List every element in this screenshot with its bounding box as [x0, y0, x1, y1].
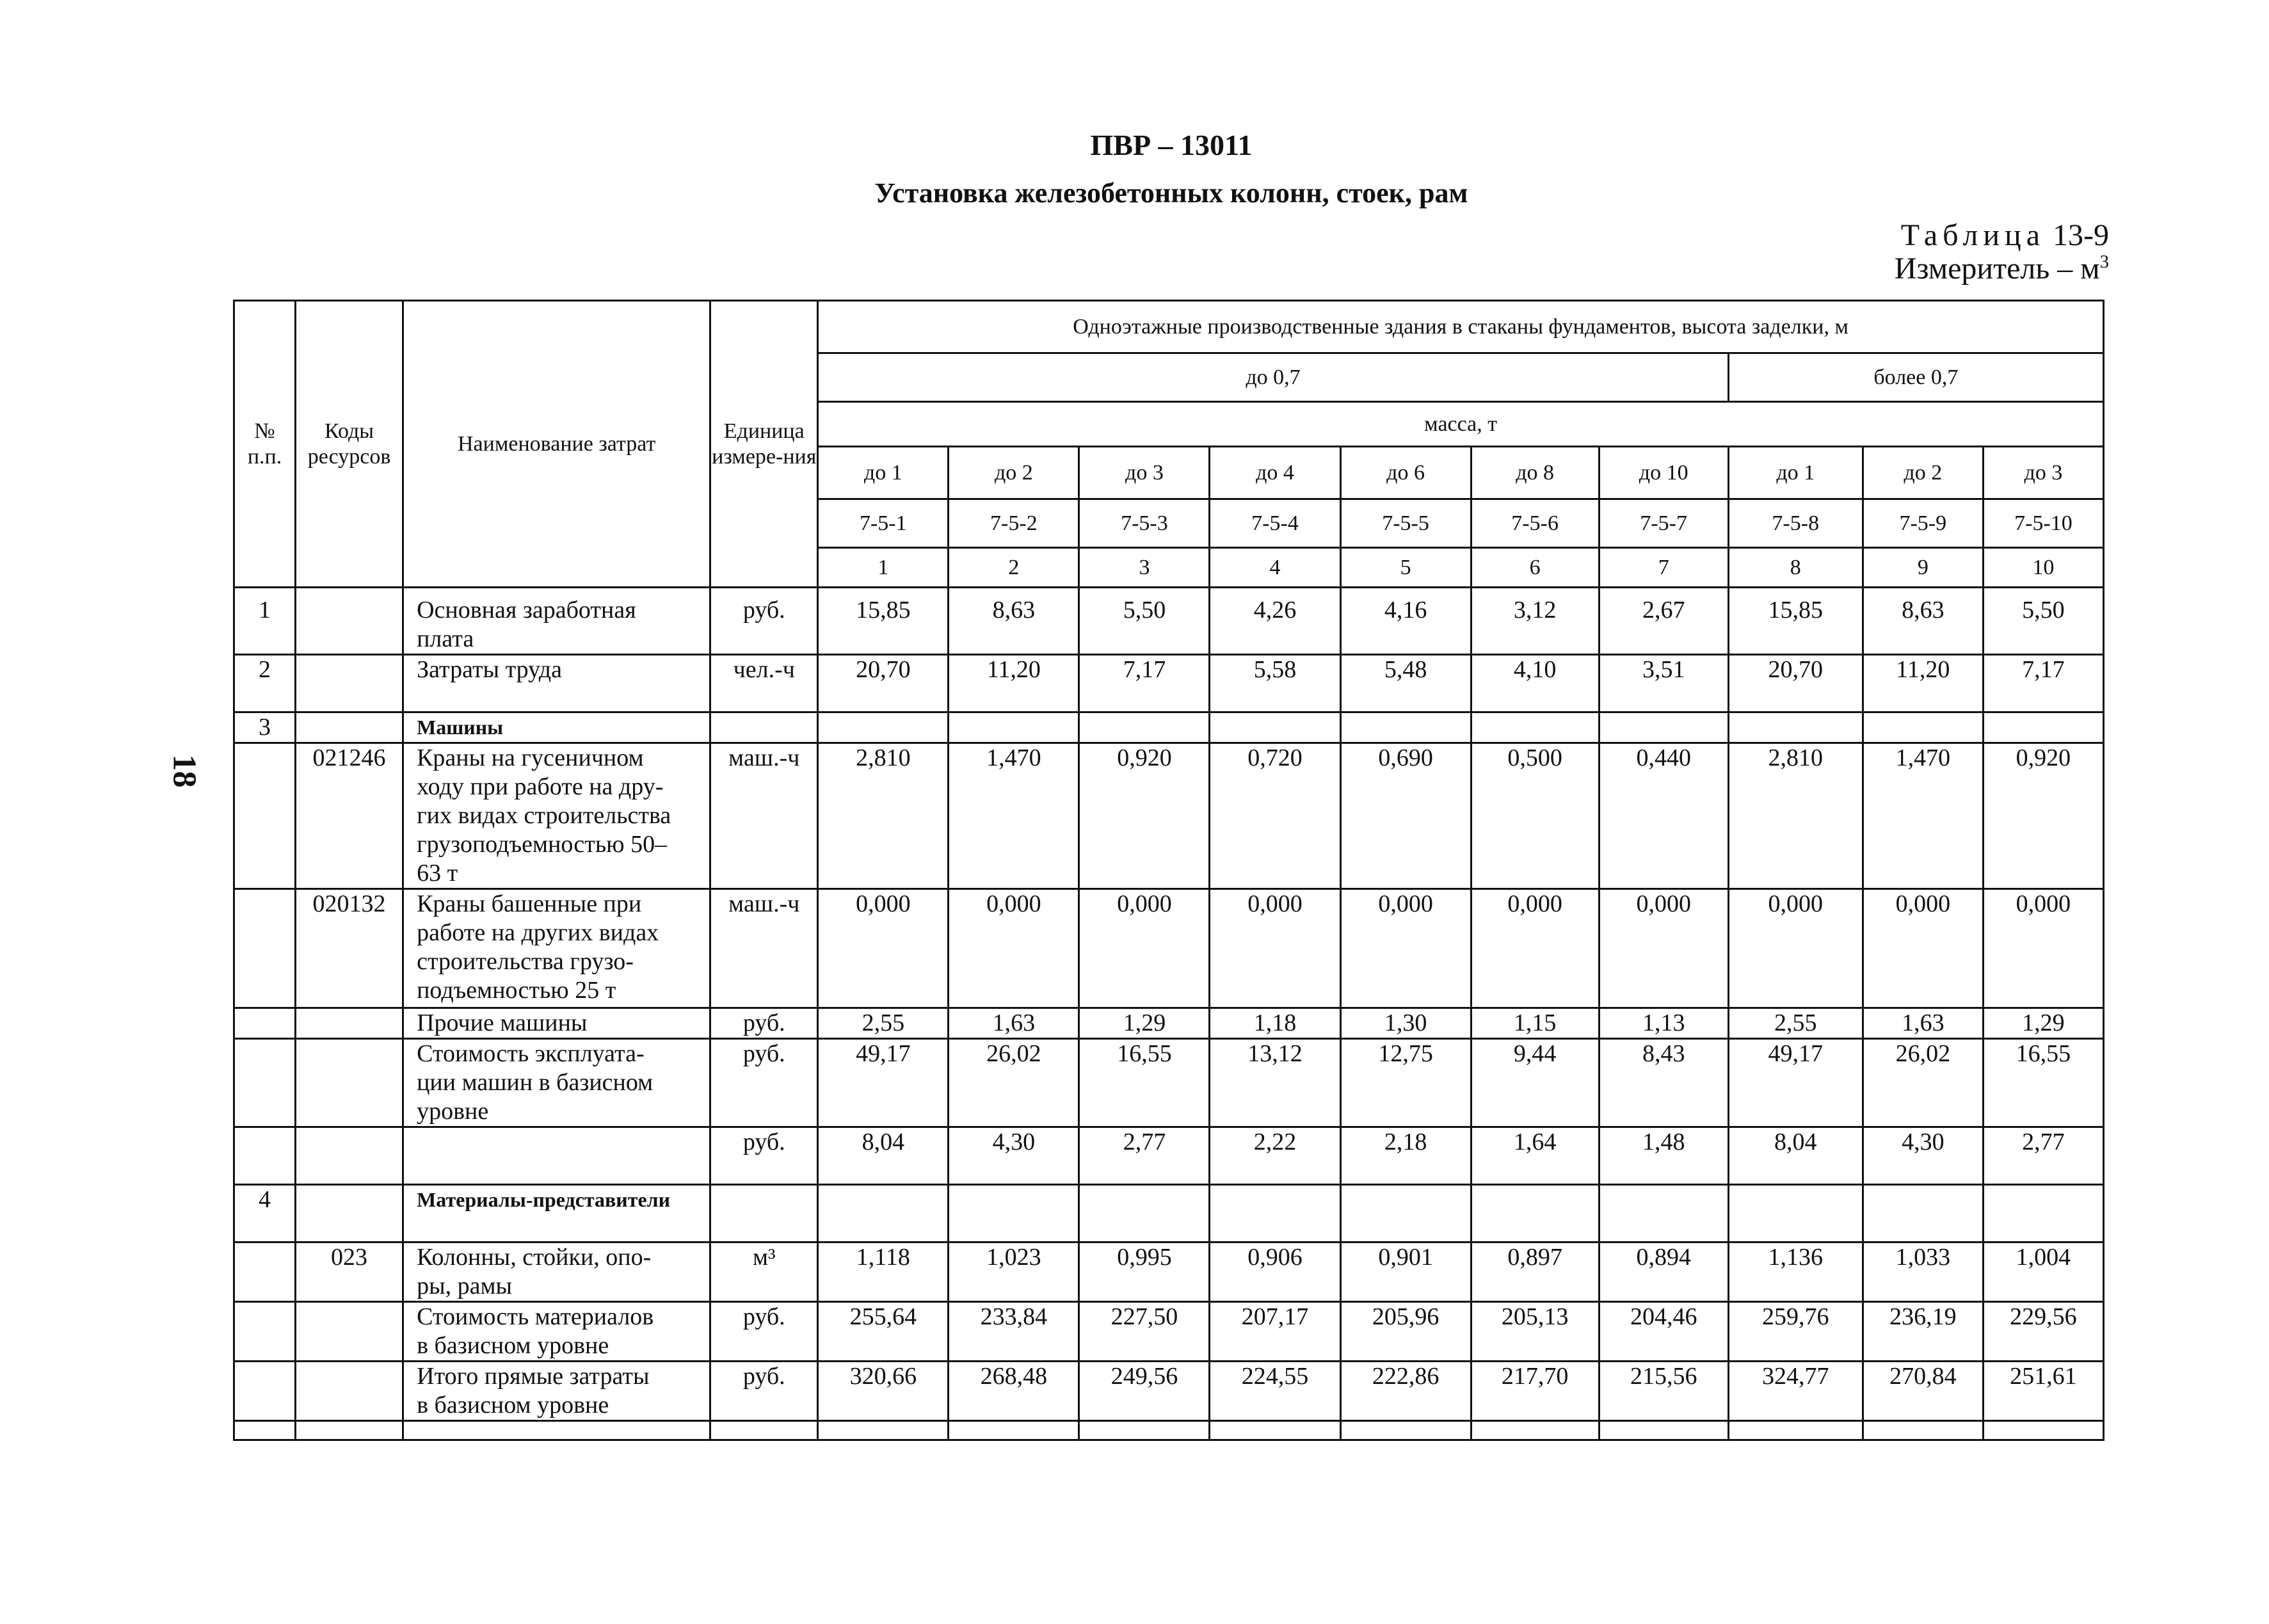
header-code-col-9: 7-5-9 [1863, 499, 1983, 548]
value-cell: 1,63 [949, 1008, 1079, 1039]
cost-name-line: Затраты труда [417, 656, 562, 683]
value-cell: 8,63 [1863, 588, 1983, 655]
filler-cell [949, 1421, 1079, 1440]
value-cell: 2,55 [818, 1008, 949, 1039]
value-cell: 1,470 [1863, 743, 1983, 889]
table-row [234, 1008, 2104, 1039]
value-cell: 11,20 [1863, 655, 1983, 712]
value-cell: 268,48 [949, 1362, 1079, 1421]
value-cell [1471, 1185, 1599, 1242]
unit-cell [710, 712, 818, 743]
value-cell: 0,720 [1210, 743, 1340, 889]
table-row [234, 1039, 2104, 1127]
filler-cell [1340, 1421, 1471, 1440]
table-label-word: Таблица [1900, 218, 2046, 252]
filler-cell [1210, 1421, 1340, 1440]
row-number: 1 [234, 588, 296, 655]
header-sub2: более 0,7 [1728, 353, 2103, 402]
header-index-col-8: 8 [1728, 548, 1863, 588]
value-cell: 324,77 [1728, 1362, 1863, 1421]
cost-name-line: уровне [417, 1098, 489, 1125]
value-cell [1983, 1185, 2103, 1242]
value-cell [1599, 1185, 1728, 1242]
value-cell: 1,48 [1599, 1127, 1728, 1185]
value-cell: 2,22 [1210, 1127, 1340, 1185]
header-index-col-4: 4 [1210, 548, 1340, 588]
value-cell: 4,30 [949, 1127, 1079, 1185]
value-cell: 205,96 [1340, 1302, 1471, 1362]
header-index-col-1: 1 [818, 548, 949, 588]
value-cell: 2,55 [1728, 1008, 1863, 1039]
cost-name [403, 1008, 710, 1039]
value-cell [1210, 712, 1340, 743]
row-number [234, 1008, 296, 1039]
value-cell: 0,920 [1079, 743, 1210, 889]
value-cell: 0,690 [1340, 743, 1471, 889]
header-num: № п.п. [234, 301, 296, 588]
value-cell: 1,136 [1728, 1242, 1863, 1302]
filler-cell [1471, 1421, 1599, 1440]
value-cell: 1,30 [1340, 1008, 1471, 1039]
header-mass-col-9: до 2 [1863, 447, 1983, 499]
cost-name [403, 743, 710, 889]
value-cell: 5,48 [1340, 655, 1471, 712]
value-cell: 0,000 [1210, 889, 1340, 1008]
table-row [234, 588, 2104, 655]
header-unit: Единица измере-ния [710, 301, 818, 588]
value-cell: 0,901 [1340, 1242, 1471, 1302]
row-number [234, 743, 296, 889]
cost-name [403, 1362, 710, 1421]
row-number: 2 [234, 655, 296, 712]
value-cell: 1,033 [1863, 1242, 1983, 1302]
header-code-col-8: 7-5-8 [1728, 499, 1863, 548]
value-cell: 9,44 [1471, 1039, 1599, 1127]
header-index-col-2: 2 [949, 548, 1079, 588]
value-cell: 1,29 [1983, 1008, 2103, 1039]
value-cell: 11,20 [949, 655, 1079, 712]
value-cell: 0,500 [1471, 743, 1599, 889]
header-mass-col-6: до 8 [1471, 447, 1599, 499]
table-row [234, 1127, 2104, 1185]
filler-cell [1983, 1421, 2103, 1440]
value-cell: 1,29 [1079, 1008, 1210, 1039]
value-cell: 26,02 [949, 1039, 1079, 1127]
value-cell: 259,76 [1728, 1302, 1863, 1362]
cost-name-line: работе на других видах [417, 919, 659, 946]
resource-code [296, 1185, 403, 1242]
header-mass-col-5: до 6 [1340, 447, 1471, 499]
value-cell: 0,000 [818, 889, 949, 1008]
value-cell: 15,85 [818, 588, 949, 655]
value-cell: 2,77 [1079, 1127, 1210, 1185]
value-cell: 0,000 [1728, 889, 1863, 1008]
value-cell [1728, 712, 1863, 743]
header-mass-col-7: до 10 [1599, 447, 1728, 499]
header-mass-col-8: до 1 [1728, 447, 1863, 499]
value-cell: 2,810 [818, 743, 949, 889]
resource-code [296, 588, 403, 655]
value-cell [1599, 712, 1728, 743]
value-cell [1340, 1185, 1471, 1242]
cost-name [403, 712, 710, 743]
resource-code [296, 712, 403, 743]
value-cell: 0,000 [1983, 889, 2103, 1008]
table-row [234, 889, 2104, 1008]
value-cell: 7,17 [1983, 655, 2103, 712]
value-cell: 1,118 [818, 1242, 949, 1302]
document-code: ПВР – 13011 [1090, 129, 1253, 161]
header-index-col-5: 5 [1340, 548, 1471, 588]
table-row [234, 1362, 2104, 1421]
value-cell: 320,66 [818, 1362, 949, 1421]
header-mass-col-4: до 4 [1210, 447, 1340, 499]
table-row [234, 743, 2104, 889]
value-cell: 8,43 [1599, 1039, 1728, 1127]
value-cell: 1,63 [1863, 1008, 1983, 1039]
measure-label: Измеритель – м [1894, 252, 2100, 285]
page-number: 18 [166, 754, 203, 788]
header-code-col-3: 7-5-3 [1079, 499, 1210, 548]
value-cell: 0,906 [1210, 1242, 1340, 1302]
cost-name-line: ры, рамы [417, 1273, 513, 1299]
value-cell: 229,56 [1983, 1302, 2103, 1362]
value-cell: 3,12 [1471, 588, 1599, 655]
value-cell: 217,70 [1471, 1362, 1599, 1421]
value-cell [1079, 712, 1210, 743]
value-cell: 1,18 [1210, 1008, 1340, 1039]
cost-name-line: строительства грузо- [417, 948, 634, 975]
row-number [234, 1039, 296, 1127]
header-group: Одноэтажные производственные здания в стаканы фундаментов, высота заделки, м [818, 301, 2104, 353]
value-cell: 2,18 [1340, 1127, 1471, 1185]
table-number: 13-9 [2053, 218, 2109, 252]
value-cell: 215,56 [1599, 1362, 1728, 1421]
value-cell: 4,10 [1471, 655, 1599, 712]
value-cell: 0,995 [1079, 1242, 1210, 1302]
cost-name-line: Основная заработная [417, 597, 636, 623]
value-cell: 251,61 [1983, 1362, 2103, 1421]
value-cell [949, 712, 1079, 743]
value-cell: 5,50 [1079, 588, 1210, 655]
value-cell: 12,75 [1340, 1039, 1471, 1127]
value-cell [1863, 712, 1983, 743]
value-cell: 222,86 [1340, 1362, 1471, 1421]
cost-name-line: в базисном уровне [417, 1392, 609, 1419]
cost-name [403, 1185, 710, 1242]
row-number [234, 1302, 296, 1362]
header-code-col-1: 7-5-1 [818, 499, 949, 548]
value-cell: 4,26 [1210, 588, 1340, 655]
value-cell: 1,64 [1471, 1127, 1599, 1185]
value-cell: 4,30 [1863, 1127, 1983, 1185]
value-cell: 20,70 [1728, 655, 1863, 712]
unit-cell: маш.-ч [710, 889, 818, 1008]
cost-name-line: Краны на гусеничном [417, 744, 644, 771]
resource-code [296, 1127, 403, 1185]
filler-cell [1079, 1421, 1210, 1440]
header-mass-col-3: до 3 [1079, 447, 1210, 499]
resource-code: 023 [296, 1242, 403, 1302]
value-cell [1863, 1185, 1983, 1242]
header-code-col-4: 7-5-4 [1210, 499, 1340, 548]
row-number: 4 [234, 1185, 296, 1242]
value-cell: 1,13 [1599, 1008, 1728, 1039]
value-cell: 1,004 [1983, 1242, 2103, 1302]
filler-cell [234, 1421, 296, 1440]
resource-code [296, 1008, 403, 1039]
cost-name-line: грузоподъемностью 50– [417, 831, 668, 858]
value-cell: 0,000 [1863, 889, 1983, 1008]
header-sub1: до 0,7 [818, 353, 1728, 402]
cost-name-line: Материалы-представители [417, 1188, 671, 1211]
cost-name [403, 1127, 710, 1185]
value-cell [1079, 1185, 1210, 1242]
value-cell: 8,63 [949, 588, 1079, 655]
filler-cell [1728, 1421, 1863, 1440]
filler-cell [818, 1421, 949, 1440]
table-bottom-filler [234, 1421, 2104, 1440]
document-title: Установка железобетонных колонн, стоек, рам [874, 177, 1468, 209]
value-cell: 204,46 [1599, 1302, 1728, 1362]
table-label [1901, 218, 2109, 253]
value-cell: 49,17 [1728, 1039, 1863, 1127]
value-cell: 7,17 [1079, 655, 1210, 712]
value-cell [1983, 712, 2103, 743]
value-cell: 26,02 [1863, 1039, 1983, 1127]
value-cell [1210, 1185, 1340, 1242]
header-name: Наименование затрат [403, 301, 710, 588]
header-code-col-7: 7-5-7 [1599, 499, 1728, 548]
table-row [234, 1302, 2104, 1362]
cost-name [403, 655, 710, 712]
value-cell: 13,12 [1210, 1039, 1340, 1127]
value-cell: 255,64 [818, 1302, 949, 1362]
unit-cell: чел.-ч [710, 655, 818, 712]
unit-cell: руб. [710, 588, 818, 655]
value-cell: 227,50 [1079, 1302, 1210, 1362]
filler-cell [1863, 1421, 1983, 1440]
value-cell: 8,04 [818, 1127, 949, 1185]
value-cell: 3,51 [1599, 655, 1728, 712]
cost-name [403, 1039, 710, 1127]
cost-name-line: подъемностью 25 т [417, 977, 616, 1004]
value-cell: 236,19 [1863, 1302, 1983, 1362]
cost-name-line: ходу при работе на дру- [417, 773, 664, 800]
unit-cell: м³ [710, 1242, 818, 1302]
value-cell [1471, 712, 1599, 743]
value-cell [1728, 1185, 1863, 1242]
value-cell: 49,17 [818, 1039, 949, 1127]
cost-name-line [417, 1128, 704, 1157]
header-mass: масса, т [818, 402, 2104, 447]
filler-cell [1599, 1421, 1728, 1440]
value-cell: 0,000 [1471, 889, 1599, 1008]
value-cell: 5,50 [1983, 588, 2103, 655]
cost-name-line: Стоимость материалов [417, 1303, 654, 1330]
measure-unit [1895, 251, 2109, 286]
value-cell: 0,894 [1599, 1242, 1728, 1302]
table-row [234, 1185, 2104, 1242]
cost-name-line: Прочие машины [417, 1009, 588, 1036]
cost-name [403, 1302, 710, 1362]
table-row [234, 655, 2104, 712]
value-cell: 270,84 [1863, 1362, 1983, 1421]
value-cell: 233,84 [949, 1302, 1079, 1362]
header-code-col-2: 7-5-2 [949, 499, 1079, 548]
value-cell [818, 1185, 949, 1242]
cost-name [403, 1242, 710, 1302]
table-row [234, 1242, 2104, 1302]
value-cell: 205,13 [1471, 1302, 1599, 1362]
resource-code: 021246 [296, 743, 403, 889]
filler-cell [710, 1421, 818, 1440]
value-cell: 0,000 [1599, 889, 1728, 1008]
cost-name-line: Стоимость эксплуата- [417, 1040, 645, 1067]
table-row [234, 712, 2104, 743]
value-cell: 1,15 [1471, 1008, 1599, 1039]
header-code-col-6: 7-5-6 [1471, 499, 1599, 548]
value-cell [949, 1185, 1079, 1242]
cost-name-line: 63 т [417, 860, 458, 887]
header-code-col-5: 7-5-5 [1340, 499, 1471, 548]
filler-cell [403, 1421, 710, 1440]
value-cell: 2,77 [1983, 1127, 2103, 1185]
cost-name-line: в базисном уровне [417, 1332, 609, 1359]
value-cell: 16,55 [1983, 1039, 2103, 1127]
unit-cell: маш.-ч [710, 743, 818, 889]
value-cell: 0,897 [1471, 1242, 1599, 1302]
value-cell: 224,55 [1210, 1362, 1340, 1421]
cost-name-line: плата [417, 625, 474, 652]
unit-cell: руб. [710, 1039, 818, 1127]
row-number [234, 889, 296, 1008]
value-cell: 1,470 [949, 743, 1079, 889]
value-cell: 249,56 [1079, 1362, 1210, 1421]
resource-code: 020132 [296, 889, 403, 1008]
value-cell: 16,55 [1079, 1039, 1210, 1127]
header-index-col-3: 3 [1079, 548, 1210, 588]
row-number [234, 1242, 296, 1302]
cost-name [403, 588, 710, 655]
resource-code [296, 1362, 403, 1421]
header-index-col-10: 10 [1983, 548, 2103, 588]
value-cell: 0,440 [1599, 743, 1728, 889]
value-cell: 207,17 [1210, 1302, 1340, 1362]
unit-cell: руб. [710, 1302, 818, 1362]
measure-sup: 3 [2099, 252, 2109, 272]
cost-name-line: Колонны, стойки, опо- [417, 1244, 652, 1271]
row-number: 3 [234, 712, 296, 743]
unit-cell [710, 1185, 818, 1242]
header-codes: Коды ресурсов [296, 301, 403, 588]
unit-cell: руб. [710, 1362, 818, 1421]
value-cell: 20,70 [818, 655, 949, 712]
value-cell: 2,810 [1728, 743, 1863, 889]
value-cell [818, 712, 949, 743]
value-cell: 15,85 [1728, 588, 1863, 655]
value-cell: 2,67 [1599, 588, 1728, 655]
value-cell [1340, 712, 1471, 743]
resource-code [296, 1302, 403, 1362]
value-cell: 0,000 [1079, 889, 1210, 1008]
cost-name-line: Краны башенные при [417, 890, 642, 917]
value-cell: 1,023 [949, 1242, 1079, 1302]
value-cell: 8,04 [1728, 1127, 1863, 1185]
cost-name-line: ции машин в базисном [417, 1069, 653, 1096]
value-cell: 4,16 [1340, 588, 1471, 655]
cost-name-line: Машины [417, 716, 504, 739]
filler-cell [296, 1421, 403, 1440]
header-index-col-6: 6 [1471, 548, 1599, 588]
norms-table [233, 300, 2105, 1441]
cost-name [403, 889, 710, 1008]
unit-cell: руб. [710, 1127, 818, 1185]
header-index-col-7: 7 [1599, 548, 1728, 588]
resource-code [296, 1039, 403, 1127]
unit-cell: руб. [710, 1008, 818, 1039]
header-mass-col-10: до 3 [1983, 447, 2103, 499]
row-number [234, 1127, 296, 1185]
cost-name-line: гих видах строительства [417, 802, 671, 829]
resource-code [296, 655, 403, 712]
value-cell: 0,920 [1983, 743, 2103, 889]
value-cell: 5,58 [1210, 655, 1340, 712]
header-code-col-10: 7-5-10 [1983, 499, 2103, 548]
value-cell: 0,000 [1340, 889, 1471, 1008]
header-mass-col-2: до 2 [949, 447, 1079, 499]
row-number [234, 1362, 296, 1421]
value-cell: 0,000 [949, 889, 1079, 1008]
header-mass-col-1: до 1 [818, 447, 949, 499]
cost-name-line: Итого прямые затраты [417, 1363, 650, 1390]
header-index-col-9: 9 [1863, 548, 1983, 588]
